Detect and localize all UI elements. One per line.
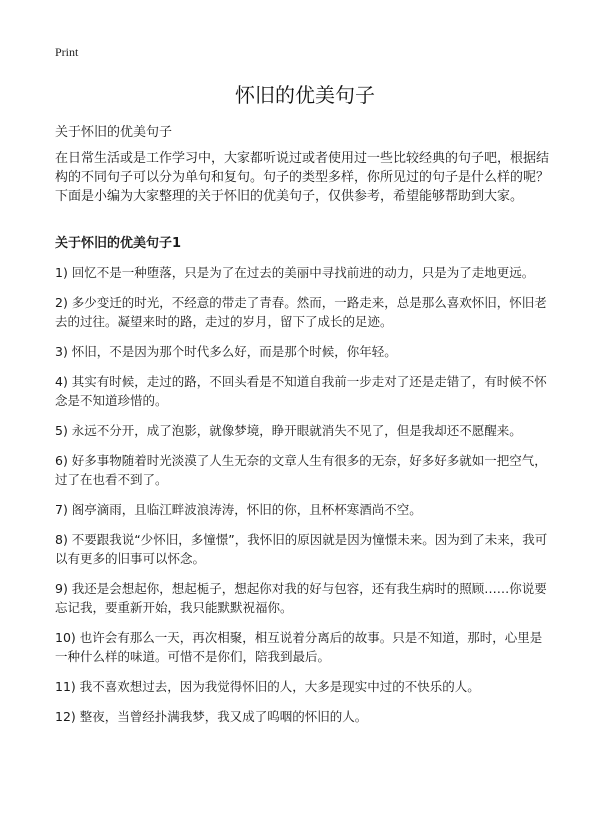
list-item: 6) 好多事物随着时光淡漠了人生无奈的文章人生有很多的无奈，好多好多就如一把空气，过了在也看不到了。 [55, 453, 547, 487]
sentence-list [55, 263, 551, 737]
list-item: 11) 我不喜欢想过去，因为我觉得怀旧的人，大多是现实中过的不快乐的人。 [55, 679, 480, 694]
list-item: 1) 回忆不是一种堕落，只是为了在过去的美丽中寻找前进的动力，只是为了走地更远。 [55, 265, 535, 280]
list-item: 9) 我还是会想起你，想起栀子，想起你对我的好与包容，还有我生病时的照顾……你说要忘记我，要重新开始，我只能默默祝福你。 [55, 581, 547, 615]
list-item: 2) 多少变迁的时光，不经意的带走了青春。然而，一路走来，总是那么喜欢怀旧，怀旧老去的过往。凝望来时的路，走过的岁月，留下了成长的足迹。 [55, 295, 547, 329]
list-item: 10) 也许会有那么一天，再次相聚，相互说着分离后的故事。只是不知道，那时，心里是一种什么样的味道。可惜不是你们，陪我到最后。 [55, 630, 543, 664]
subtitle: 关于怀旧的优美句子 [55, 125, 173, 140]
list-item: 5) 永远不分开，成了泡影，就像梦境，睁开眼就消失不见了，但是我却还不愿醒来。 [55, 423, 522, 438]
page-title: 怀旧的优美句子 [235, 83, 375, 107]
list-item: 4) 其实有时候，走过的路，不回头看是不知道自我前一步走对了还是走错了，有时候不怀念是不知道珍惜的。 [55, 374, 547, 408]
section-heading: 关于怀旧的优美句子1 [55, 236, 182, 251]
print-link[interactable]: Print [55, 45, 79, 59]
list-item: 7) 阁亭滴雨，且临江畔波浪涛涛，怀旧的你，且杯杯寒酒尚不空。 [55, 502, 422, 517]
intro-paragraph: 在日常生活或是工作学习中，大家都听说过或者使用过一些比较经典的句子吧，根据结构的不同句子可以分为单句和复句。句子的类型多样，你所见过的句子是什么样的呢？下面是小编为大家整理的关于怀旧的优美句子，仅供参考，希望能够帮助到大家。 [55, 151, 550, 204]
list-item: 3) 怀旧，不是因为那个时代多么好，而是那个时候，你年轻。 [55, 344, 397, 359]
list-item: 8) 不要跟我说“少怀旧，多憧憬”，我怀旧的原因就是因为憧憬未来。因为到了未来，我可以有更多的旧事可以怀念。 [55, 532, 548, 566]
list-item: 12) 整夜，当曾经扑满我梦，我又成了呜咽的怀旧的人。 [55, 709, 368, 724]
